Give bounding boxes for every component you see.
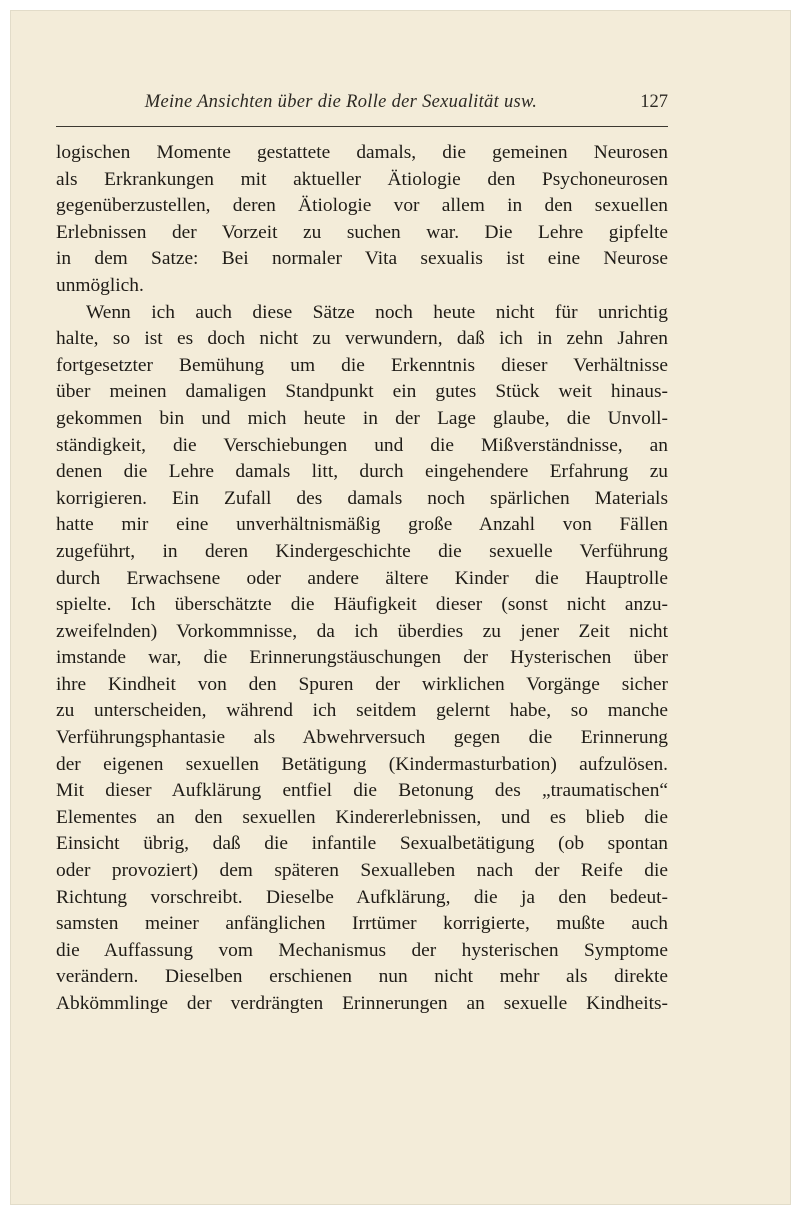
- text-line: Elementes an den sexuellen Kindererlebnissen, und es blieb die: [56, 806, 668, 828]
- text-line: der eigenen sexuellen Betätigung (Kindermasturbation) aufzulösen.: [56, 753, 668, 775]
- text-line: durch Erwachsene oder andere ältere Kinder die Hauptrolle: [56, 567, 668, 589]
- text-line: in dem Satze: Bei normaler Vita sexualis ist eine Neurose: [56, 248, 668, 270]
- text-line: gekommen bin und mich heute in der Lage glaube, die Unvoll-: [56, 407, 668, 429]
- text-line: verändern. Dieselben erschienen nun nicht mehr als direkte: [56, 966, 668, 988]
- text-line: Abkömmlinge der verdrängten Erinnerungen an sexuelle Kindheits-: [56, 993, 668, 1014]
- page-number: 127: [640, 92, 668, 112]
- text-line: als Erkrankungen mit aktueller Ätiologie den Psychoneurosen: [56, 168, 668, 190]
- text-line: fortgesetzter Bemühung um die Erkenntnis dieser Verhältnisse: [56, 354, 668, 376]
- text-line: oder provoziert) dem späteren Sexualleben nach der Reife die: [56, 860, 668, 882]
- text-line: zweifelnden) Vorkommnisse, da ich überdies zu jener Zeit nicht: [56, 620, 668, 642]
- text-line: zu unterscheiden, während ich seitdem gelernt habe, so manche: [56, 700, 668, 722]
- text-line: ihre Kindheit von den Spuren der wirklichen Vorgänge sicher: [56, 673, 668, 695]
- text-line: imstande war, die Erinnerungstäuschungen der Hysterischen über: [56, 647, 668, 669]
- running-header: [56, 92, 668, 118]
- header-rule: [56, 126, 668, 127]
- text-line: halte, so ist es doch nicht zu verwundern, daß ich in zehn Jahren: [56, 328, 668, 350]
- body-text: [56, 140, 668, 1018]
- text-line: samsten meiner anfänglichen Irrtümer korrigierte, mußte auch: [56, 913, 668, 935]
- text-line: Mit dieser Aufklärung entfiel die Betonung des „traumatischen“: [56, 780, 668, 802]
- text-line: Verführungsphantasie als Abwehrversuch gegen die Erinnerung: [56, 727, 668, 749]
- text-line: zugeführt, in deren Kindergeschichte die sexuelle Verführung: [56, 540, 668, 562]
- text-line: hatte mir eine unverhältnismäßig große Anzahl von Fällen: [56, 514, 668, 536]
- text-line: Erlebnissen der Vorzeit zu suchen war. Die Lehre gipfelte: [56, 221, 668, 243]
- text-line: korrigieren. Ein Zufall des damals noch spärlichen Materials: [56, 487, 668, 509]
- text-line: über meinen damaligen Standpunkt ein gutes Stück weit hinaus-: [56, 381, 668, 403]
- text-line: logischen Momente gestattete damals, die gemeinen Neurosen: [56, 142, 668, 163]
- text-line: spielte. Ich überschätzte die Häufigkeit dieser (sonst nicht anzu-: [56, 594, 668, 616]
- text-line: Richtung vorschreibt. Dieselbe Aufklärung, die ja den bedeut-: [56, 886, 668, 908]
- text-line: denen die Lehre damals litt, durch eingehendere Erfahrung zu: [56, 461, 668, 483]
- text-line: gegenüberzustellen, deren Ätiologie vor allem in den sexuellen: [56, 195, 668, 217]
- text-line: ständigkeit, die Verschiebungen und die Mißverständnisse, an: [56, 434, 668, 456]
- text-line: Einsicht übrig, daß die infantile Sexualbetätigung (ob spontan: [56, 833, 668, 855]
- text-line: unmöglich.: [56, 274, 144, 296]
- text-line: Wenn ich auch diese Sätze noch heute nicht für unrichtig: [86, 301, 668, 323]
- text-line: die Auffassung vom Mechanismus der hysterischen Symptome: [56, 939, 668, 961]
- running-title: Meine Ansichten über die Rolle der Sexualität usw.: [144, 92, 538, 112]
